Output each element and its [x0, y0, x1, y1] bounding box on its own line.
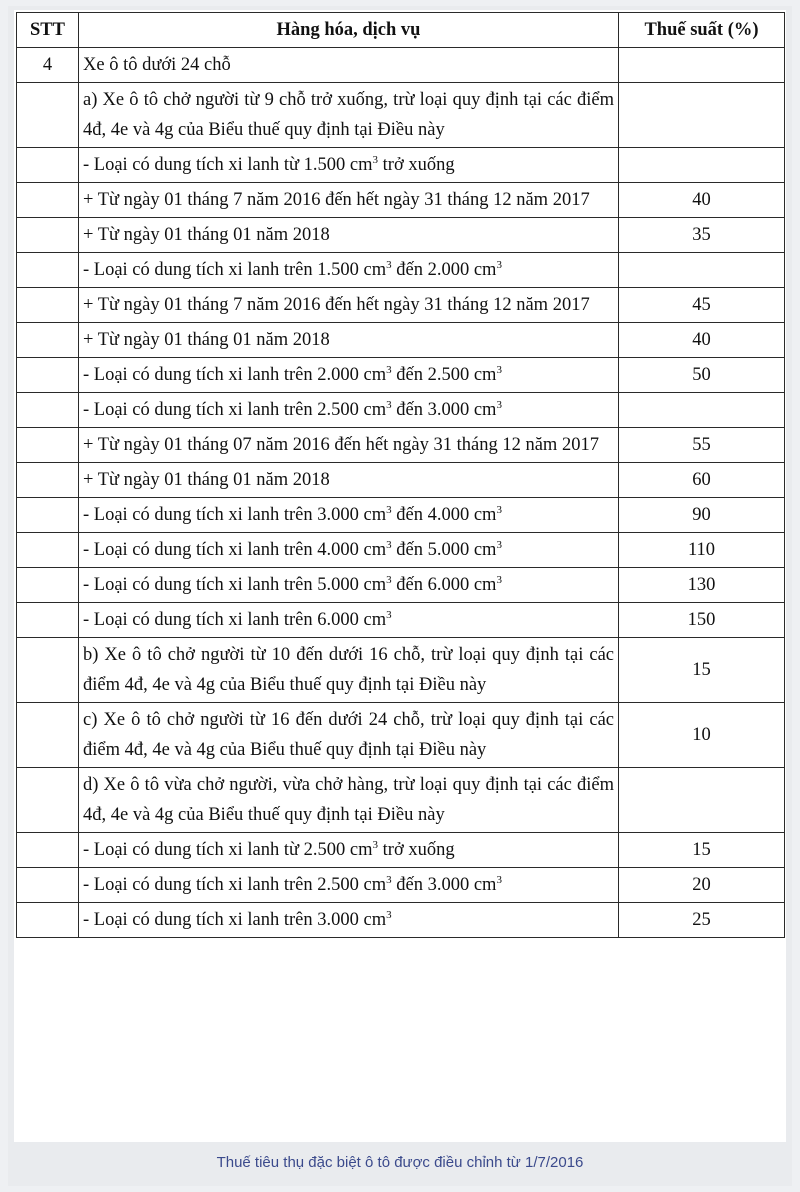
- superscript: 3: [386, 538, 392, 551]
- superscript: 3: [386, 258, 392, 271]
- table-row: [17, 498, 785, 533]
- description-text: - Loại có dung tích xi lanh trên 3.000 cm: [83, 910, 387, 930]
- description-text: d) Xe ô tô vừa chở người, vừa chở hàng, trừ loại quy định tại các điểm 4đ, 4e và 4g của Biểu thuế quy định tại Điều này: [83, 775, 614, 825]
- row-stt: [17, 323, 79, 358]
- row-tax-rate: [619, 253, 785, 288]
- table-row: [17, 218, 785, 253]
- row-tax-rate: 10: [619, 703, 785, 768]
- description-text: trở xuống: [378, 155, 455, 175]
- row-tax-rate: 20: [619, 868, 785, 903]
- superscript: 3: [386, 573, 392, 586]
- description-text: - Loại có dung tích xi lanh từ 1.500 cm: [83, 155, 373, 175]
- table-row: [17, 393, 785, 428]
- table-row: [17, 568, 785, 603]
- description-text: đến 2.500 cm: [391, 365, 497, 385]
- header-tax-rate: Thuế suất (%): [619, 13, 785, 48]
- row-tax-rate: [619, 48, 785, 83]
- row-description: [79, 428, 619, 463]
- row-description: [79, 833, 619, 868]
- row-stt: [17, 218, 79, 253]
- row-tax-rate: 55: [619, 428, 785, 463]
- header-stt: STT: [17, 13, 79, 48]
- description-text: đến 3.000 cm: [391, 400, 497, 420]
- row-tax-rate: 110: [619, 533, 785, 568]
- description-text: đến 4.000 cm: [391, 505, 497, 525]
- table-row: [17, 48, 785, 83]
- description-text: - Loại có dung tích xi lanh trên 4.000 cm: [83, 540, 387, 560]
- table-header-row: [17, 13, 785, 48]
- superscript: 3: [496, 398, 502, 411]
- table-row: [17, 148, 785, 183]
- row-stt: [17, 903, 79, 938]
- table-row: [17, 183, 785, 218]
- row-stt: [17, 568, 79, 603]
- row-tax-rate: 25: [619, 903, 785, 938]
- description-text: Xe ô tô dưới 24 chỗ: [83, 55, 231, 75]
- description-text: - Loại có dung tích xi lanh trên 2.000 cm: [83, 365, 387, 385]
- row-description: [79, 568, 619, 603]
- row-stt: [17, 463, 79, 498]
- table-row: [17, 703, 785, 768]
- row-tax-rate: [619, 148, 785, 183]
- row-description: [79, 83, 619, 148]
- table-row: [17, 288, 785, 323]
- row-tax-rate: 15: [619, 833, 785, 868]
- row-stt: [17, 833, 79, 868]
- row-stt: [17, 498, 79, 533]
- row-description: [79, 703, 619, 768]
- description-text: - Loại có dung tích xi lanh trên 3.000 cm: [83, 505, 387, 525]
- description-text: - Loại có dung tích xi lanh trên 2.500 cm: [83, 875, 387, 895]
- description-text: b) Xe ô tô chở người từ 10 đến dưới 16 chỗ, trừ loại quy định tại các điểm 4đ, 4e và 4g của Biểu thuế quy định tại Điều này: [83, 645, 614, 695]
- description-text: + Từ ngày 01 tháng 07 năm 2016 đến hết ngày 31 tháng 12 năm 2017: [83, 435, 599, 455]
- superscript: 3: [386, 398, 392, 411]
- superscript: 3: [372, 838, 379, 851]
- row-tax-rate: 130: [619, 568, 785, 603]
- row-tax-rate: 15: [619, 638, 785, 703]
- superscript: 3: [386, 503, 392, 516]
- row-stt: 4: [17, 48, 79, 83]
- row-tax-rate: [619, 83, 785, 148]
- row-tax-rate: 45: [619, 288, 785, 323]
- superscript: 3: [386, 608, 392, 621]
- description-text: a) Xe ô tô chở người từ 9 chỗ trở xuống, trừ loại quy định tại các điểm 4đ, 4e và 4g của Biểu thuế quy định tại Điều này: [83, 90, 614, 140]
- row-tax-rate: [619, 768, 785, 833]
- row-description: [79, 868, 619, 903]
- description-text: + Từ ngày 01 tháng 7 năm 2016 đến hết ngày 31 tháng 12 năm 2017: [83, 295, 590, 315]
- superscript: 3: [386, 363, 392, 376]
- description-text: - Loại có dung tích xi lanh từ 2.500 cm: [83, 840, 373, 860]
- row-tax-rate: 150: [619, 603, 785, 638]
- description-text: + Từ ngày 01 tháng 01 năm 2018: [83, 470, 330, 490]
- row-stt: [17, 533, 79, 568]
- row-description: [79, 253, 619, 288]
- row-description: [79, 288, 619, 323]
- description-text: đến 3.000 cm: [391, 875, 497, 895]
- superscript: 3: [496, 363, 502, 376]
- table-row: [17, 638, 785, 703]
- description-text: - Loại có dung tích xi lanh trên 6.000 cm: [83, 610, 387, 630]
- image-caption: Thuế tiêu thụ đặc biệt ô tô được điều chỉnh từ 1/7/2016: [216, 1154, 584, 1171]
- row-stt: [17, 358, 79, 393]
- row-description: [79, 903, 619, 938]
- row-description: [79, 533, 619, 568]
- row-stt: [17, 148, 79, 183]
- superscript: 3: [496, 258, 502, 271]
- description-text: c) Xe ô tô chở người từ 16 đến dưới 24 chỗ, trừ loại quy định tại các điểm 4đ, 4e và 4g của Biểu thuế quy định tại Điều này: [83, 710, 614, 760]
- table-row: [17, 428, 785, 463]
- row-stt: [17, 393, 79, 428]
- description-text: + Từ ngày 01 tháng 7 năm 2016 đến hết ngày 31 tháng 12 năm 2017: [83, 190, 590, 210]
- row-stt: [17, 638, 79, 703]
- table-row: [17, 903, 785, 938]
- table-row: [17, 768, 785, 833]
- superscript: 3: [372, 153, 379, 166]
- superscript: 3: [496, 573, 502, 586]
- row-stt: [17, 83, 79, 148]
- table-row: [17, 533, 785, 568]
- row-tax-rate: [619, 393, 785, 428]
- table-row: [17, 868, 785, 903]
- tax-rate-table: [16, 12, 785, 938]
- description-text: - Loại có dung tích xi lanh trên 5.000 cm: [83, 575, 387, 595]
- tax-table-sheet: [14, 10, 786, 1142]
- row-tax-rate: 60: [619, 463, 785, 498]
- row-stt: [17, 428, 79, 463]
- row-tax-rate: 40: [619, 323, 785, 358]
- row-description: [79, 638, 619, 703]
- row-stt: [17, 183, 79, 218]
- table-row: [17, 253, 785, 288]
- table-row: [17, 463, 785, 498]
- description-text: đến 5.000 cm: [391, 540, 497, 560]
- table-row: [17, 358, 785, 393]
- description-text: + Từ ngày 01 tháng 01 năm 2018: [83, 330, 330, 350]
- superscript: 3: [496, 873, 502, 886]
- table-row: [17, 83, 785, 148]
- superscript: 3: [386, 873, 392, 886]
- description-text: - Loại có dung tích xi lanh trên 1.500 cm: [83, 260, 387, 280]
- row-description: [79, 603, 619, 638]
- row-description: [79, 48, 619, 83]
- row-description: [79, 323, 619, 358]
- row-stt: [17, 288, 79, 323]
- description-text: + Từ ngày 01 tháng 01 năm 2018: [83, 225, 330, 245]
- row-stt: [17, 768, 79, 833]
- row-description: [79, 358, 619, 393]
- description-text: trở xuống: [378, 840, 455, 860]
- row-description: [79, 768, 619, 833]
- row-tax-rate: 90: [619, 498, 785, 533]
- superscript: 3: [386, 908, 392, 921]
- row-stt: [17, 603, 79, 638]
- row-description: [79, 463, 619, 498]
- row-description: [79, 393, 619, 428]
- description-text: đến 2.000 cm: [391, 260, 497, 280]
- row-tax-rate: 50: [619, 358, 785, 393]
- row-tax-rate: 40: [619, 183, 785, 218]
- table-row: [17, 323, 785, 358]
- row-description: [79, 498, 619, 533]
- row-description: [79, 148, 619, 183]
- row-tax-rate: 35: [619, 218, 785, 253]
- row-description: [79, 183, 619, 218]
- header-goods-services: Hàng hóa, dịch vụ: [79, 13, 619, 48]
- row-description: [79, 218, 619, 253]
- image-frame: [8, 6, 792, 1186]
- superscript: 3: [496, 503, 502, 516]
- table-row: [17, 603, 785, 638]
- superscript: 3: [496, 538, 502, 551]
- description-text: đến 6.000 cm: [391, 575, 497, 595]
- row-stt: [17, 253, 79, 288]
- row-stt: [17, 703, 79, 768]
- row-stt: [17, 868, 79, 903]
- table-row: [17, 833, 785, 868]
- description-text: - Loại có dung tích xi lanh trên 2.500 cm: [83, 400, 387, 420]
